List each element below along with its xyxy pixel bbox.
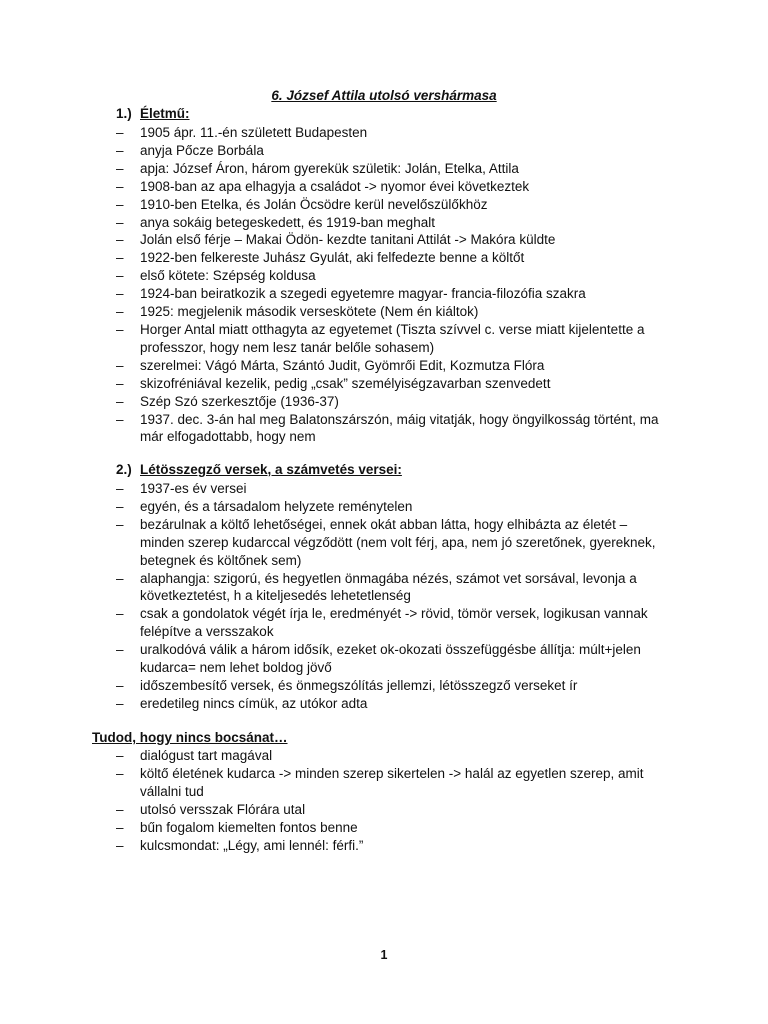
list-item-text: kulcsmondat: „Légy, ami lennél: férfi.” [140, 837, 364, 853]
list-item [116, 765, 661, 801]
dash-bullet: – [116, 570, 124, 586]
dash-bullet: – [116, 642, 124, 658]
list-item [116, 819, 661, 837]
list-item-text: apja: József Áron, három gyerekük születik: Jolán, Etelka, Attila [140, 160, 519, 176]
section3-list [116, 747, 661, 854]
list-item-text: Szép Szó szerkesztője (1936-37) [140, 393, 339, 409]
dash-bullet: – [116, 321, 124, 337]
list-item [116, 303, 661, 321]
list-item [116, 837, 661, 855]
list-item-text: anya sokáig betegeskedett, és 1919-ban meghalt [140, 214, 435, 230]
list-item-text: költő életének kudarca -> minden szerep sikertelen -> halál az egyetlen szerep, amit vállalni tud [140, 765, 644, 799]
list-item-text: bűn fogalom kiemelten fontos benne [140, 819, 358, 835]
list-item [116, 677, 661, 695]
list-item [116, 498, 661, 516]
list-item [116, 516, 661, 570]
list-item [116, 747, 661, 765]
list-item-text: egyén, és a társadalom helyzete reménytelen [140, 498, 413, 514]
list-item [116, 393, 661, 411]
list-item [116, 231, 661, 249]
dash-bullet: – [116, 606, 124, 622]
list-item [116, 249, 661, 267]
dash-bullet: – [116, 677, 124, 693]
dash-bullet: – [116, 196, 124, 212]
list-item [116, 605, 661, 641]
list-item [116, 160, 661, 178]
dash-bullet: – [116, 304, 124, 320]
list-item [116, 196, 661, 214]
dash-bullet: – [116, 837, 124, 853]
list-item-text: 1937. dec. 3-án hal meg Balatonszárszón, máig vitatják, hogy öngyilkosság történt, ma már elfogadottabb, hogy nem [140, 411, 659, 445]
dash-bullet: – [116, 748, 124, 763]
section2-title: Létösszegző versek, a számvetés versei: [140, 462, 402, 477]
list-item-text: csak a gondolatok végét írja le, eredményét -> rövid, tömör versek, logikusan vannak felépítve a versszakok [140, 606, 648, 640]
list-item-text: időszembesítő versek, és önmegszólítás jellemzi, létösszegző verseket ír [140, 677, 578, 693]
list-item [116, 695, 661, 713]
dash-bullet: – [116, 160, 124, 176]
document-title: 6. József Attila utolsó vershármasa [271, 88, 497, 103]
list-item [116, 178, 661, 196]
section1-title: Életmű: [140, 106, 190, 121]
dash-bullet: – [116, 357, 124, 373]
list-item-text: eredetileg nincs címük, az utókor adta [140, 695, 368, 711]
list-item-text: bezárulnak a költő lehetőségei, ennek okát abban látta, hogy elhibázta az életét – minden szerep kudarccal végződött (nem volt férj, apa, nem jó szeretőnek, gyereknek, betegnek és költőnek sem) [140, 516, 656, 568]
list-item-text: utolsó versszak Flórára utal [140, 801, 306, 817]
section2-heading [116, 462, 402, 477]
list-item [116, 142, 661, 160]
list-item [116, 124, 661, 142]
dash-bullet: – [116, 481, 124, 496]
dash-bullet: – [116, 411, 124, 427]
list-item-text: Jolán első férje – Makai Ödön- kezdte tanitani Attilát -> Makóra küldte [140, 232, 556, 248]
dash-bullet: – [116, 819, 124, 835]
dash-bullet: – [116, 765, 124, 781]
list-item-text: 1925: megjelenik második verseskötete (Nem én kiáltok) [140, 304, 479, 320]
dash-bullet: – [116, 214, 124, 230]
list-item [116, 801, 661, 819]
dash-bullet: – [116, 516, 124, 532]
list-item [116, 321, 661, 357]
dash-bullet: – [116, 801, 124, 817]
list-item [116, 267, 661, 285]
list-item [116, 214, 661, 232]
list-item [116, 411, 661, 447]
section1-number: 1.) [116, 106, 132, 121]
section3-heading: Tudod, hogy nincs bocsánat… [92, 730, 288, 745]
list-item [116, 375, 661, 393]
list-item-text: 1924-ban beiratkozik a szegedi egyetemre magyar- francia-filozófia szakra [140, 286, 586, 302]
dash-bullet: – [116, 498, 124, 514]
dash-bullet: – [116, 178, 124, 194]
list-item-text: 1922-ben felkereste Juhász Gyulát, aki felfedezte benne a költőt [140, 250, 525, 266]
list-item [116, 480, 661, 498]
list-item-text: 1910-ben Etelka, és Jolán Öcsödre kerül nevelőszülőkhöz [140, 196, 488, 212]
dash-bullet: – [116, 250, 124, 266]
list-item-text: 1908-ban az apa elhagyja a családot -> nyomor évei következtek [140, 178, 530, 194]
dash-bullet: – [116, 125, 124, 140]
list-item [116, 641, 661, 677]
list-item-text: alaphangja: szigorú, és hegyetlen önmagába nézés, számot vet sorsával, levonja a következtetést, h a kiteljesedés lehetetlenség [140, 570, 637, 604]
section2-list [116, 480, 661, 713]
list-item-text: uralkodóvá válik a három idősík, ezeket ok-okozati összefüggésbe állítja: múlt+jelen kudarca= nem lehet boldog jövő [140, 642, 641, 676]
dash-bullet: – [116, 286, 124, 302]
page-number: 1 [380, 948, 388, 962]
list-item [116, 285, 661, 303]
section1-list [116, 124, 661, 446]
dash-bullet: – [116, 232, 124, 248]
list-item-text: anyja Pőcze Borbála [140, 142, 264, 158]
dash-bullet: – [116, 142, 124, 158]
dash-bullet: – [116, 393, 124, 409]
list-item-text: dialógust tart magával [140, 748, 273, 763]
list-item [116, 570, 661, 606]
list-item-text: 1905 ápr. 11.-én született Budapesten [140, 125, 368, 140]
list-item-text: szerelmei: Vágó Márta, Szántó Judit, Gyömrői Edit, Kozmutza Flóra [140, 357, 545, 373]
list-item-text: első kötete: Szépség koldusa [140, 268, 316, 284]
list-item [116, 357, 661, 375]
dash-bullet: – [116, 375, 124, 391]
list-item-text: 1937-es év versei [140, 481, 247, 496]
dash-bullet: – [116, 268, 124, 284]
list-item-text: skizofréniával kezelik, pedig „csak” személyiségzavarban szenvedett [140, 375, 551, 391]
section2-number: 2.) [116, 462, 132, 477]
section1-heading [116, 106, 190, 121]
list-item-text: Horger Antal miatt otthagyta az egyetemet (Tiszta szívvel c. verse miatt kijelentette a professzor, hogy nem lesz tanár belőle sohasem) [140, 321, 645, 355]
dash-bullet: – [116, 695, 124, 711]
